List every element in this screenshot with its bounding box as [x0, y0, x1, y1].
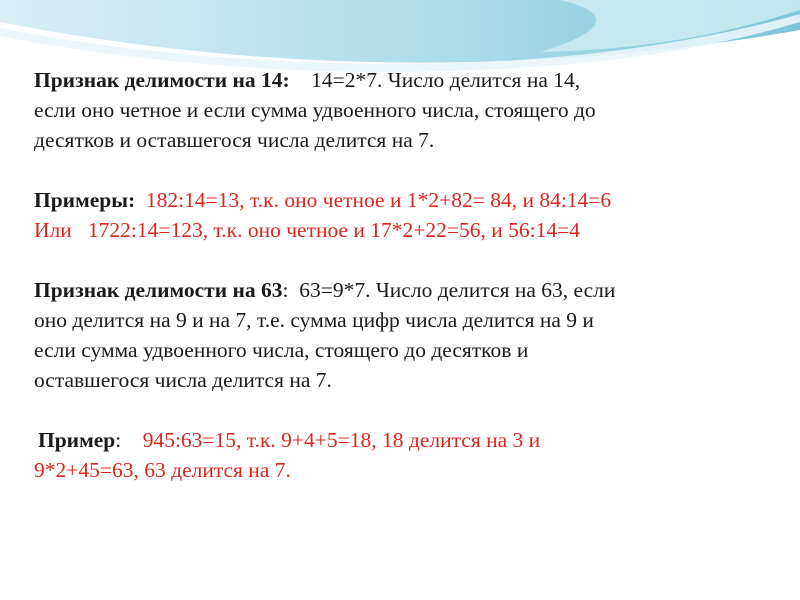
rule-14-text-line2: если оно четное и если сумма удвоенного числа, стоящего до [34, 98, 596, 122]
rule-63-text-line4: оставшегося числа делится на 7. [34, 368, 332, 392]
examples-14-paragraph [34, 185, 774, 245]
example-63-heading: Пример [38, 428, 116, 452]
rule-14-heading: Признак делимости на 14: [34, 68, 290, 92]
examples-14-heading: Примеры: [34, 188, 136, 212]
rule-63-text-line2: оно делится на 9 и на 7, т.е. сумма цифр числа делится на 9 и [34, 308, 594, 332]
example-14-first: 182:14=13, т.к. оно четное и 1*2+82= 84, и 84:14=6 [145, 188, 612, 212]
rule-63-paragraph [34, 275, 774, 395]
slide-content [34, 65, 774, 485]
example-63-line1: 945:63=15, т.к. 9+4+5=18, 18 делится на 3 и [142, 428, 541, 452]
rule-63-text-line1: 63=9*7. Число делится на 63, если [299, 278, 616, 302]
rule-63-colon: : [282, 278, 289, 302]
rule-14-text-line1: 14=2*7. Число делится на 14, [311, 68, 581, 92]
example-14-second: Или 1722:14=123, т.к. оно четное и 17*2+22=56, и 56:14=4 [34, 218, 581, 242]
example-63-line2: 9*2+45=63, 63 делится на 7. [34, 458, 291, 482]
example-63-paragraph [34, 425, 774, 485]
rule-14-text-line3: десятков и оставшегося числа делится на 7. [34, 128, 435, 152]
rule-14-paragraph [34, 65, 774, 155]
example-63-colon: : [115, 428, 122, 452]
rule-63-text-line3: если сумма удвоенного числа, стоящего до десятков и [34, 338, 529, 362]
rule-63-heading: Признак делимости на 63 [34, 278, 283, 302]
